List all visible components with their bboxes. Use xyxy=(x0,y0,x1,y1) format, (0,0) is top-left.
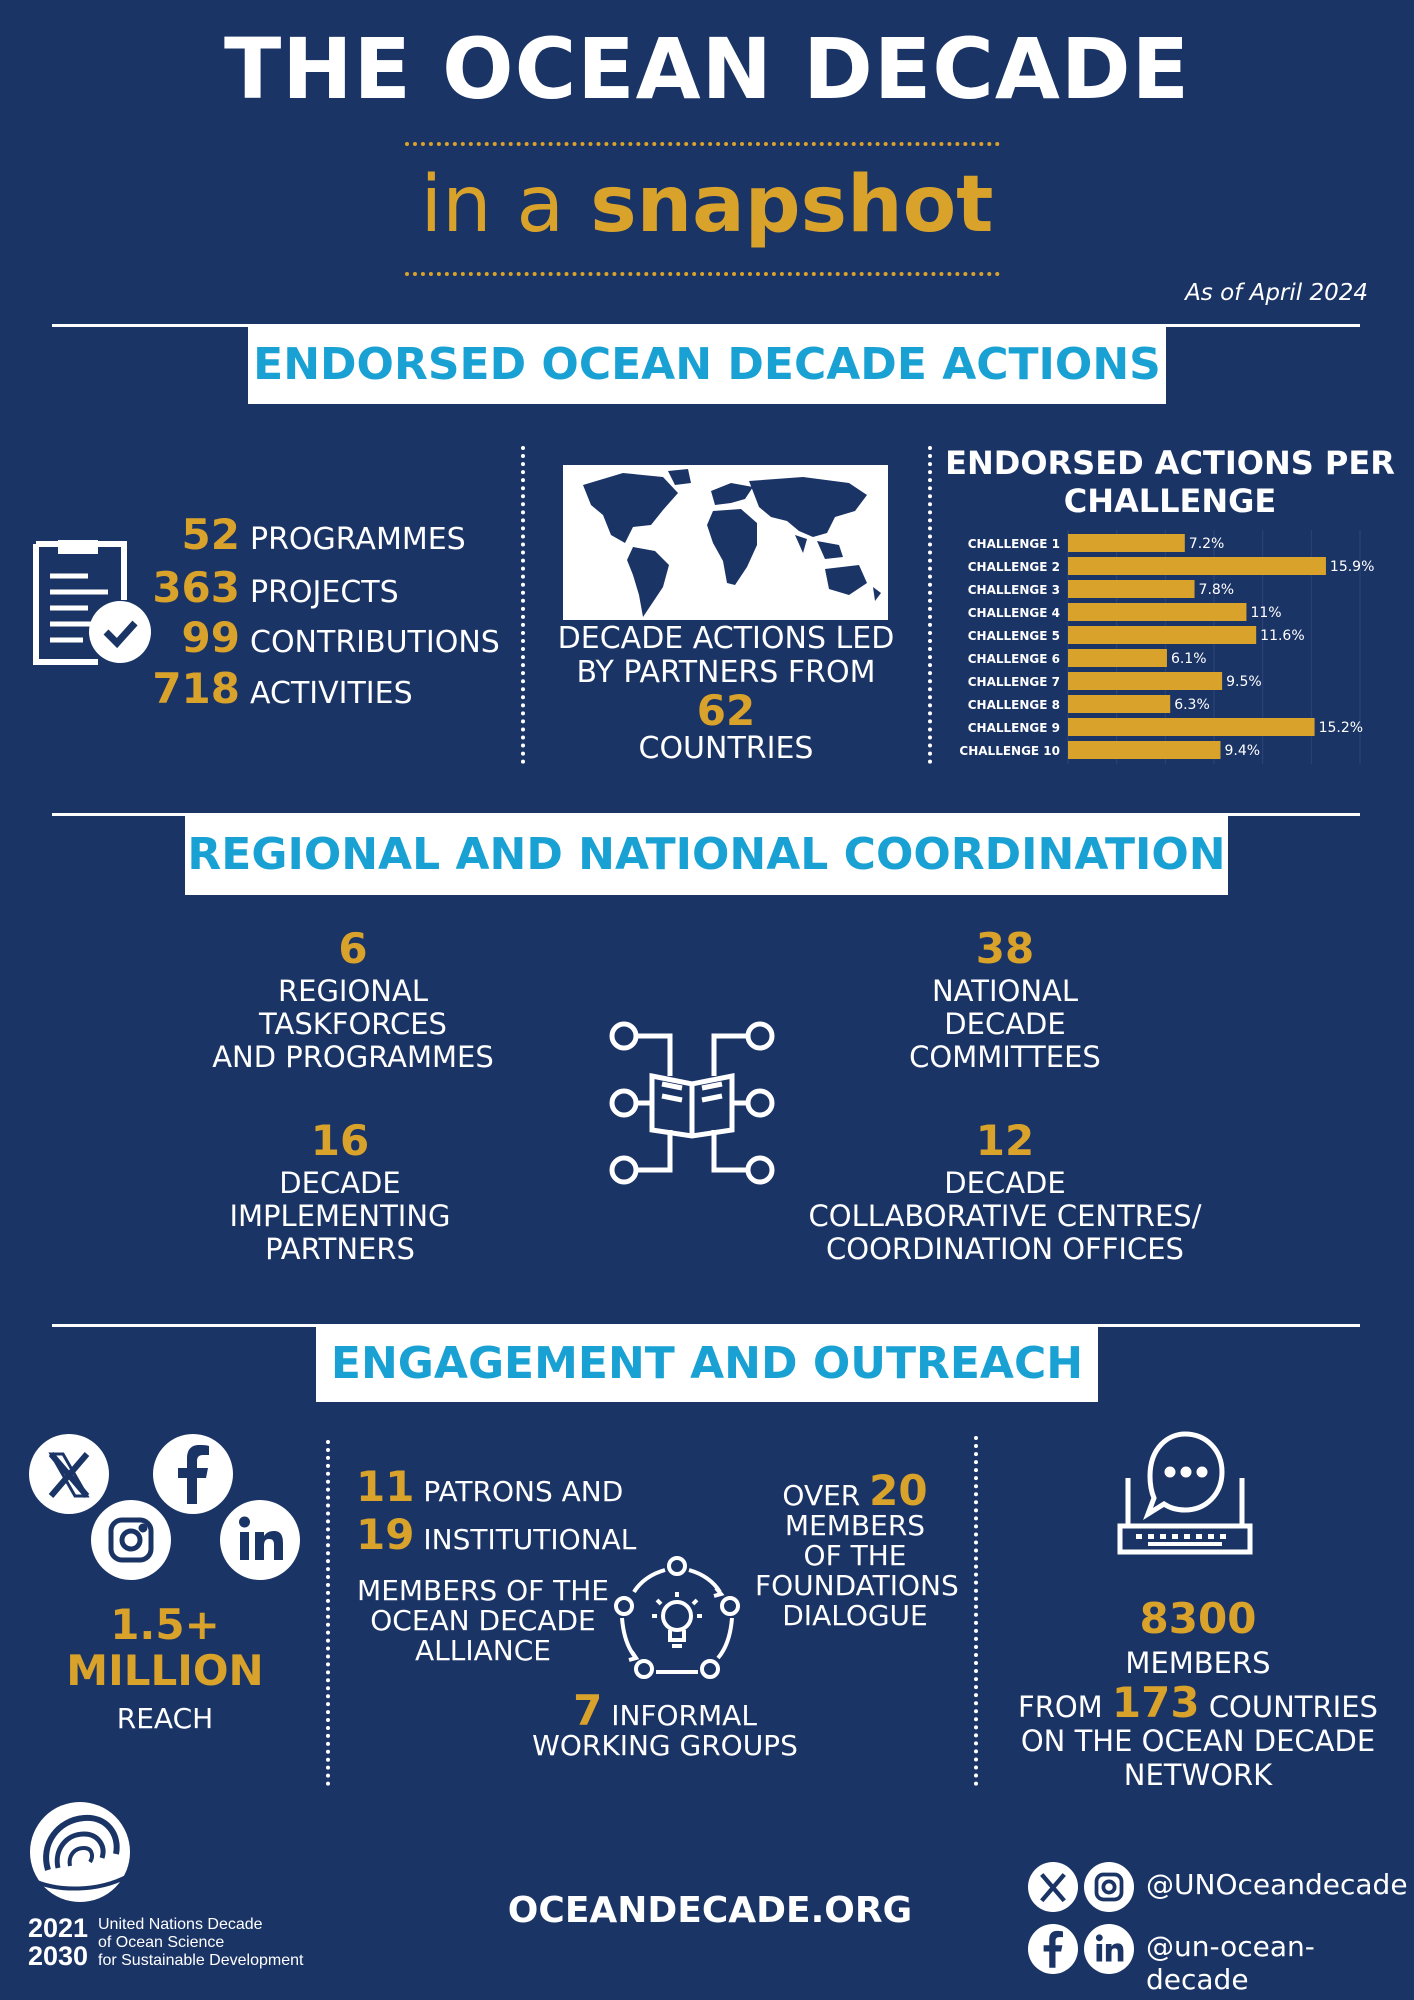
chart-category-label: CHALLENGE 7 xyxy=(967,675,1060,689)
website-link[interactable]: OCEANDECADE.ORG xyxy=(507,1890,913,1931)
chart-value-label: 11% xyxy=(1250,605,1282,621)
page-title: THE OCEAN DECADE xyxy=(223,20,1191,118)
stat-projects: 363 PROJECTS xyxy=(152,563,399,612)
network-members-count: 8300 xyxy=(1139,1594,1257,1643)
x-icon[interactable] xyxy=(1028,1862,1078,1912)
ocean-decade-logo xyxy=(28,1800,132,1904)
instagram-icon[interactable] xyxy=(91,1500,171,1580)
countries-count: 62 xyxy=(696,686,756,735)
page-subtitle xyxy=(0,160,1414,250)
section-header-actions: ENDORSED OCEAN DECADE ACTIONS xyxy=(248,326,1166,404)
chart-bar xyxy=(1068,649,1167,667)
dotted-separator xyxy=(928,446,932,764)
chart-value-label: 9.4% xyxy=(1224,743,1261,759)
instagram-icon[interactable] xyxy=(1084,1862,1134,1912)
chart-bar xyxy=(1068,580,1195,598)
linkedin-icon[interactable] xyxy=(220,1500,300,1580)
chart-title: ENDORSED ACTIONS PER CHALLENGE xyxy=(945,444,1395,520)
chart-category-label: CHALLENGE 6 xyxy=(967,652,1060,666)
countries-line2: BY PARTNERS FROM xyxy=(576,655,876,690)
chart-bar xyxy=(1068,672,1222,690)
section-header-engagement: ENGAGEMENT AND OUTREACH xyxy=(316,1326,1098,1402)
chart-bar xyxy=(1068,718,1315,736)
logo-text: United Nations Decade of Ocean Science for Sustainable Development xyxy=(98,1916,304,1969)
linkedin-icon[interactable] xyxy=(1084,1924,1134,1974)
national-committees: 38 NATIONAL DECADE COMMITTEES xyxy=(909,924,1101,1074)
chart-category-label: CHALLENGE 8 xyxy=(967,698,1060,712)
chart-category-label: CHALLENGE 10 xyxy=(959,744,1060,758)
stat-contributions: 99 CONTRIBUTIONS xyxy=(181,613,500,662)
world-map-icon xyxy=(563,465,888,620)
chart-value-label: 6.3% xyxy=(1174,697,1210,713)
chart-value-label: 7.2% xyxy=(1188,536,1225,552)
reach-label: REACH xyxy=(116,1702,214,1735)
bar-chart xyxy=(940,528,1410,768)
regional-taskforces: 6 REGIONAL TASKFORCES AND PROGRAMMES xyxy=(212,924,494,1074)
lightbulb-cycle-icon xyxy=(610,1556,744,1680)
facebook-icon[interactable] xyxy=(1028,1924,1078,1974)
stat-activities: 718 ACTIVITIES xyxy=(152,664,413,713)
chart-value-label: 7.8% xyxy=(1198,582,1235,598)
as-of-date: As of April 2024 xyxy=(1185,280,1368,306)
chart-bar xyxy=(1068,695,1170,713)
foundations-stat: OVER 20 MEMBERS OF THE FOUNDATIONS DIALOGUE xyxy=(755,1466,959,1632)
dotted-separator xyxy=(326,1440,330,1786)
reach-number: 1.5+ xyxy=(110,1600,220,1649)
chart-category-label: CHALLENGE 1 xyxy=(967,537,1060,551)
social-handle-2[interactable]: @un-ocean-decade xyxy=(1146,1930,1315,1996)
chart-bar xyxy=(1068,626,1256,644)
chart-bar xyxy=(1068,603,1246,621)
subtitle-part2: snapshot xyxy=(590,160,994,250)
chart-value-label: 15.2% xyxy=(1318,720,1364,736)
dotted-separator xyxy=(521,446,525,764)
chart-bar xyxy=(1068,557,1326,575)
subtitle-part1: in a xyxy=(420,160,565,250)
chart-category-label: CHALLENGE 2 xyxy=(967,560,1060,574)
countries-line1: DECADE ACTIONS LED xyxy=(557,621,895,656)
network-book-icon xyxy=(608,1018,778,1188)
chart-value-label: 6.1% xyxy=(1170,651,1207,667)
social-handle-1[interactable]: @UNOceandecade xyxy=(1146,1868,1408,1901)
reach-million: MILLION xyxy=(66,1646,264,1695)
implementing-partners: 16 DECADE IMPLEMENTING PARTNERS xyxy=(229,1116,451,1266)
laptop-chat-icon xyxy=(1110,1428,1260,1558)
clipboard-check-icon xyxy=(28,540,154,666)
dotted-divider xyxy=(405,142,1000,146)
stat-programmes: 52 PROGRAMMES xyxy=(181,510,466,559)
section-header-regional: REGIONAL AND NATIONAL COORDINATION xyxy=(185,815,1228,895)
logo-years: 2021 2030 xyxy=(28,1913,89,1971)
countries-label: COUNTRIES xyxy=(638,731,814,766)
dotted-separator xyxy=(974,1436,978,1786)
chart-value-label: 15.9% xyxy=(1329,559,1375,575)
working-groups-stat: 7 INFORMAL WORKING GROUPS xyxy=(532,1686,798,1762)
chart-value-label: 11.6% xyxy=(1260,628,1305,644)
patrons-stat: 11 PATRONS AND xyxy=(356,1462,624,1511)
dotted-divider xyxy=(405,272,1000,276)
chart-bar xyxy=(1068,741,1220,759)
chart-category-label: CHALLENGE 3 xyxy=(967,583,1060,597)
chart-bar xyxy=(1068,534,1185,552)
chart-category-label: CHALLENGE 4 xyxy=(967,606,1060,620)
chart-category-label: CHALLENGE 9 xyxy=(967,721,1060,735)
network-members-label: MEMBERS FROM 173 COUNTRIES ON THE OCEAN DECADE NETWORK xyxy=(1018,1646,1378,1792)
collaborative-centres: 12 DECADE COLLABORATIVE CENTRES/ COORDINATION OFFICES xyxy=(808,1116,1202,1266)
alliance-label: MEMBERS OF THE OCEAN DECADE ALLIANCE xyxy=(357,1574,609,1667)
institutional-stat: 19 INSTITUTIONAL xyxy=(356,1510,637,1559)
chart-category-label: CHALLENGE 5 xyxy=(967,629,1060,643)
chart-value-label: 9.5% xyxy=(1226,674,1262,690)
